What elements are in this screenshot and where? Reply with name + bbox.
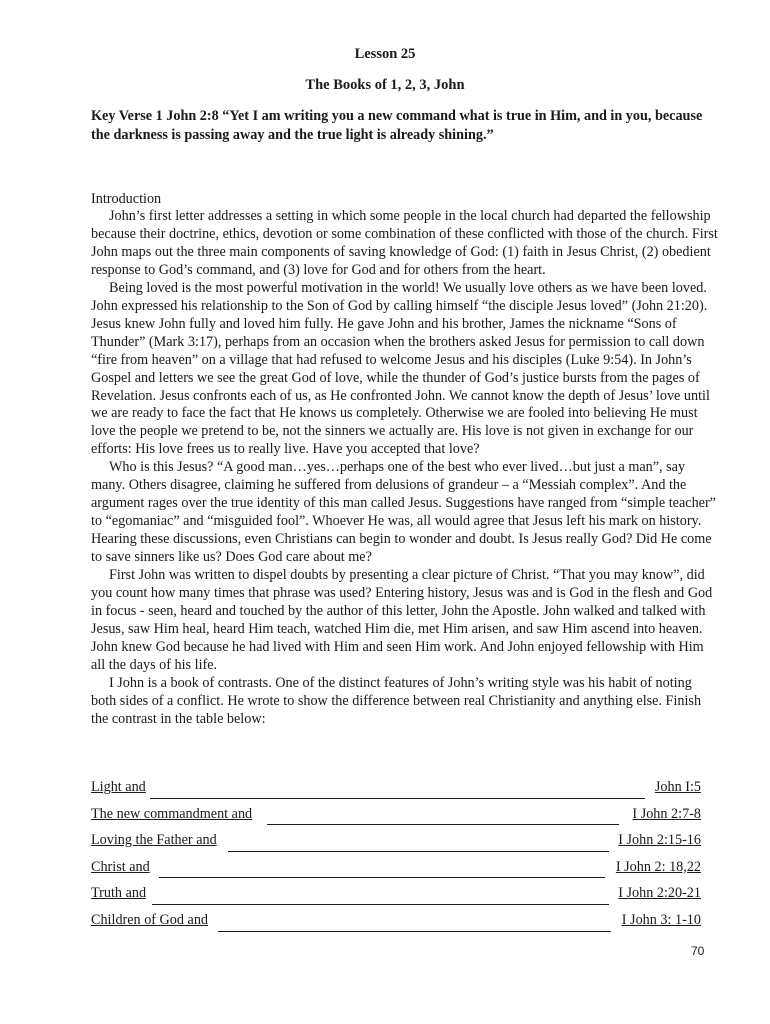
paragraph: John’s first letter addresses a setting in which some people in the local church had departed the fellowship because their doctrine, ethics, devotion or some combination of these conflicted with those of the church. First John maps out the three main components of saving knowledge of God: (1) faith in Jesus Christ, (2) obedient response to God’s command, and (3) love for God and for others from the heart.: [91, 208, 718, 278]
contrast-row[interactable]: [91, 779, 701, 806]
contrast-label: Children of God and: [91, 911, 209, 928]
paragraph: First John was written to dispel doubts by presenting a clear picture of Christ. “That you may know”, did you count how many times that phrase was used? Entering history, Jesus was and is God in the flesh and God in focus - seen, heard and touched by the author of this letter, John the Apostle. John walked and talked with Jesus, saw Him heal, heard Him teach, watched Him die, met Him arisen, and saw Him ascend into heaven. John knew God because he had lived with Him and seen Him work. And John enjoyed fellowship with Him all the days of his life.: [91, 567, 713, 673]
answer-blank[interactable]: [152, 904, 609, 905]
introduction-heading: Introduction: [91, 191, 162, 207]
scripture-reference: I John 2:7-8: [632, 805, 701, 822]
key-verse: Key Verse 1 John 2:8 “Yet I am writing you a new command what is true in Him, and in you, because the darkness is passing away and the true light is already shining.”: [91, 108, 703, 143]
introduction-body: [91, 208, 719, 729]
scripture-reference: John I:5: [654, 779, 701, 795]
paragraph: Who is this Jesus? “A good man…yes…perhaps one of the best who ever lived…but just a man”, say many. Others disagree, claiming he suffered from delusions of grandeur – a “Messiah complex”. And the argument rages over the true identity of this man called Jesus. Suggestions have ranged from “simple teacher” to “egomaniac” and “misguided fool”. Whoever He was, all would agree that Jesus left his mark on history. Hearing these discussions, even Christians can begin to wonder and doubt. Is Jesus really God? Did He come to save sinners like us? Does God care about me?: [91, 459, 716, 566]
lesson-number: Lesson 25: [354, 46, 416, 62]
scripture-reference: I John 2: 18,22: [615, 858, 701, 875]
contrast-label: Light and: [91, 779, 146, 795]
contrast-row[interactable]: [91, 806, 701, 833]
scripture-reference: I John 3: 1-10: [621, 911, 701, 928]
answer-blank[interactable]: [267, 824, 619, 825]
contrast-row[interactable]: [91, 885, 701, 912]
contrast-row[interactable]: [91, 859, 701, 886]
answer-blank[interactable]: [228, 851, 609, 852]
paragraph: Being loved is the most powerful motivation in the world! We usually love others as we have been loved. John expressed his relationship to the Son of God by calling himself “the disciple Jesus loved” (John 21:20). Jesus knew John fully and loved him fully. He gave John and his brother, James the nickname “Sons of Thunder” (Mark 3:17), perhaps from an occasion when the brothers asked Jesus for permission to call down “fire from heaven” on a village that had refused to welcome Jesus and his disciples (Luke 9:54). In John’s Gospel and letters we see the great God of love, while the thunder of God’s justice bursts from the pages of Revelation. Jesus confronts each of us, as He confronted John. We cannot know the depth of Jesus’ love until we are ready to face the fact that He knows us completely. Otherwise we are fooled into believing He must love the people we pretend to be, not the sinners we actually are. His love is not given in exchange for our efforts: His love frees us to really live. Have you accepted that love?: [91, 279, 710, 458]
paragraph: I John is a book of contrasts. One of the distinct features of John’s writing style was his habit of noting both sides of a conflict. He wrote to show the difference between real Christianity and anything else. Finish the contrast in the table below:: [91, 674, 702, 727]
answer-blank[interactable]: [159, 877, 605, 878]
scripture-reference: I John 2:15-16: [618, 832, 701, 849]
contrast-label: Loving the Father and: [91, 832, 217, 849]
lesson-title: The Books of 1, 2, 3, John: [305, 77, 465, 93]
scripture-reference: I John 2:20-21: [618, 885, 701, 902]
page-number: 70: [691, 944, 705, 958]
answer-blank[interactable]: [150, 798, 645, 799]
contrast-label: Christ and: [91, 858, 150, 875]
contrast-label: Truth and: [91, 885, 147, 902]
contrast-table: [91, 779, 701, 939]
answer-blank[interactable]: [218, 931, 611, 932]
contrast-row[interactable]: [91, 832, 701, 859]
contrast-label: The new commandment and: [91, 805, 253, 822]
contrast-row[interactable]: [91, 912, 701, 939]
